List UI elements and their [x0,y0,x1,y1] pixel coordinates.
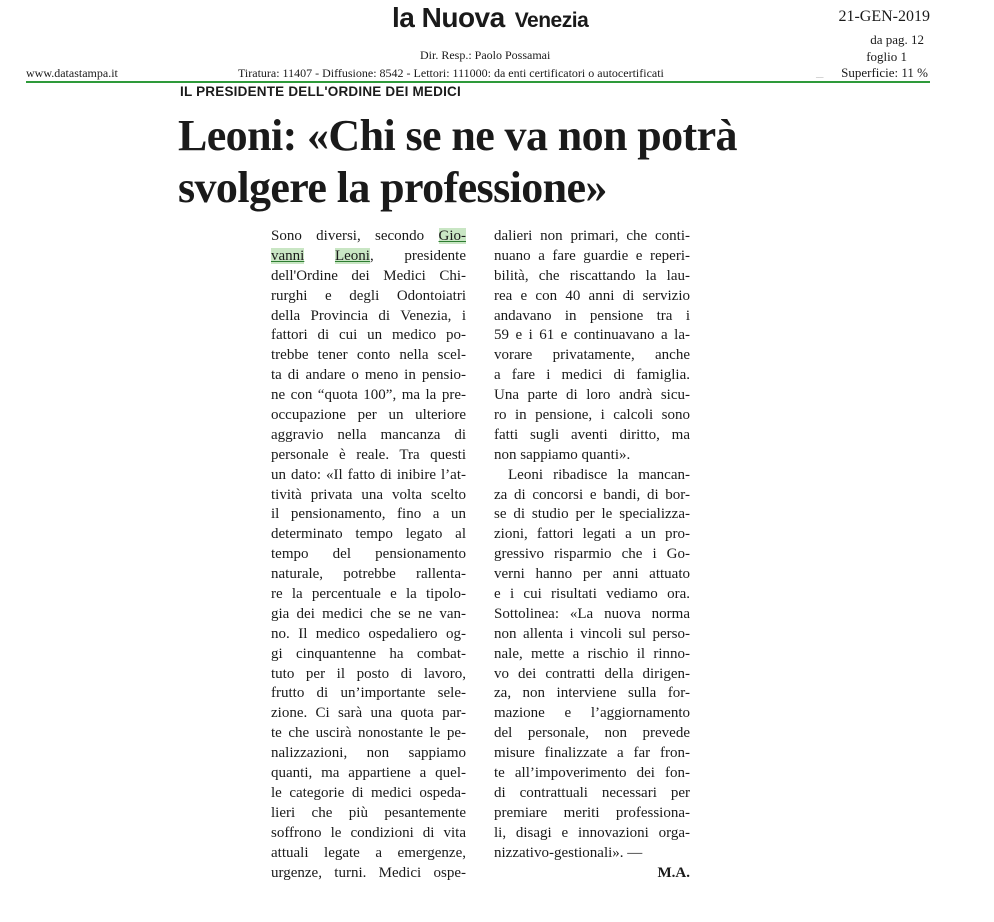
column-line: nale, mette a rischio il rinno- [494,645,690,662]
column-line: attuali legate a emergenze, [271,844,466,861]
column-line: fatti sugli aventi diritto, ma [494,426,690,443]
column-line: bilità, che riscattando la lau- [494,267,690,284]
column-line: mazione e l’aggiornamento [494,705,690,722]
column-line: non allenta i vincoli sul perso- [494,625,690,642]
column-line: no. Il medico ospedaliero og- [271,625,466,642]
column-line: verni hanno per anni attuato [494,566,690,583]
column-line: lieri che più pesantemente [271,804,466,821]
column-line: se di studio per le specializza- [494,506,690,523]
column-line: di contrattuali necessari per [494,784,690,801]
column-line: naturale, potrebbe rallenta- [271,566,466,583]
column-line: urgenze, turni. Medici ospe- [271,864,466,881]
column-line: te all’impoverimento dei fon- [494,765,690,782]
tick-mark: ___ [816,74,824,79]
column-line: ne con “quota 100”, ma la pre- [271,387,466,404]
column-line: te che uscirà nonostante le pe- [271,725,466,742]
column-line: dalieri non primari, che conti- [494,228,690,244]
column-line: personale è reale. Tra questi [271,446,466,463]
column-2-body [494,227,690,864]
logo-nuova: la Nuova [392,2,505,33]
column-line: Sottolinea: «La nuova norma [494,605,690,622]
column-line: frutto di un’importante sele- [271,685,466,702]
column-line: nizzativo-gestionali». — [494,844,643,861]
sheet-number: foglio 1 [866,49,907,64]
column-line: nuano a fare guardie e reperi- [494,247,690,264]
column-line: trebbe tener conto nella scel- [271,347,466,364]
line-text: Sono diversi, secondo [271,228,439,244]
column-line: re la percentuale e la tipolo- [271,586,466,603]
column-line: e i cui risultati vediamo ora. [494,586,690,603]
column-line: le categorie di medici ospeda- [271,784,466,801]
header-divider [26,81,930,83]
column-line: dell'Ordine dei Medici Chi- [271,267,466,284]
column-line: fattori di cui un medico po- [271,327,466,344]
column-line: gressivo risparmio che i Go- [494,546,690,563]
column-line: ro in pensione, i calcoli sono [494,407,690,424]
column-line: tempo del pensionamento [271,546,466,563]
column-line: Leoni ribadisce la mancan- [508,466,690,483]
line-text: , presidente [369,247,466,264]
surface-percent: Superficie: 11 % [841,65,928,80]
column-line: vorare privatamente, anche [494,347,690,364]
column-line: rurghi e degli Odontoiatri [271,287,466,304]
masthead [0,0,994,84]
column-line: zioni, fattori legati a un pro- [494,526,690,543]
article-column-1 [271,227,466,883]
headline-line-1: Leoni: «Chi se ne va non potrà [178,111,737,160]
column-line: zione. Ci sarà una quota par- [271,705,466,722]
column-line: determinato tempo legato al [271,526,466,543]
column-line: gi cinquantenne ha combat- [271,645,466,662]
circulation-info: Tiratura: 11407 - Diffusione: 8542 - Lettori: 111000: da enti certificatori o autocertificati [238,66,664,80]
column-line: il pensionamento, fino a un [271,506,466,523]
column-line: li, disagi e innovazioni orga- [494,824,690,841]
column-line: tuto per il posto di lavoro, [271,665,466,682]
highlighted-name: vanni [271,247,305,264]
article-column-2 [494,227,690,883]
editor-in-chief: Dir. Resp.: Paolo Possamai [420,48,551,62]
highlighted-name: Leoni [334,247,370,264]
author-signature: M.A. [657,864,690,881]
page-number: da pag. 12 [870,32,924,47]
column-line: gia dei medici che se ne van- [271,605,466,622]
column-line [271,247,466,267]
article-headline [178,110,898,214]
column-line: premiare meriti professiona- [494,804,690,821]
highlighted-name: Gio- [438,228,466,244]
logo-city: Venezia [514,9,589,32]
column-line: aggravio nella mancanza di [271,426,466,443]
column-line: Una parte di loro andrà sicu- [494,387,690,404]
column-line: un dato: «Il fatto di inibire l’at- [271,466,466,483]
column-line [271,227,466,247]
column-line: ta di andare o meno in pensio- [271,367,466,384]
column-line: andavano in pensione tra i [494,307,690,324]
publication-date: 21-GEN-2019 [838,8,930,25]
column-line: vo dei contratti della dirigen- [494,665,690,682]
headline-line-2: svolgere la professione» [178,163,607,212]
column-line: a fare i medici di famiglia. [494,367,690,384]
column-line: tività privata una volta scelto [271,486,466,503]
column-line: occupazione per un ulteriore [271,407,466,424]
column-line: za di concorsi e bandi, di bor- [494,486,690,503]
column-line: 59 e i 61 e continuavano a la- [494,327,690,344]
column-line: del personale, non prevede [494,725,690,742]
column-line: za, non interviene sulla for- [494,685,690,702]
column-line: quanti, ma appartiene a quel- [271,765,466,782]
website-link[interactable]: www.datastampa.it [26,66,118,80]
column-line: soffrono le condizioni di vita [271,824,466,841]
column-line: della Provincia di Venezia, i [271,307,466,324]
column-1-body [271,267,466,884]
column-line: misure finalizzate a far fron- [494,745,690,762]
newspaper-logo [392,2,588,34]
column-line: nalizzazioni, non sappiamo [271,745,466,762]
column-line: non sappiamo quanti». [494,446,631,463]
article-kicker: IL PRESIDENTE DELL'ORDINE DEI MEDICI [180,84,461,99]
column-line: rea e con 40 anni di servizio [494,287,690,304]
